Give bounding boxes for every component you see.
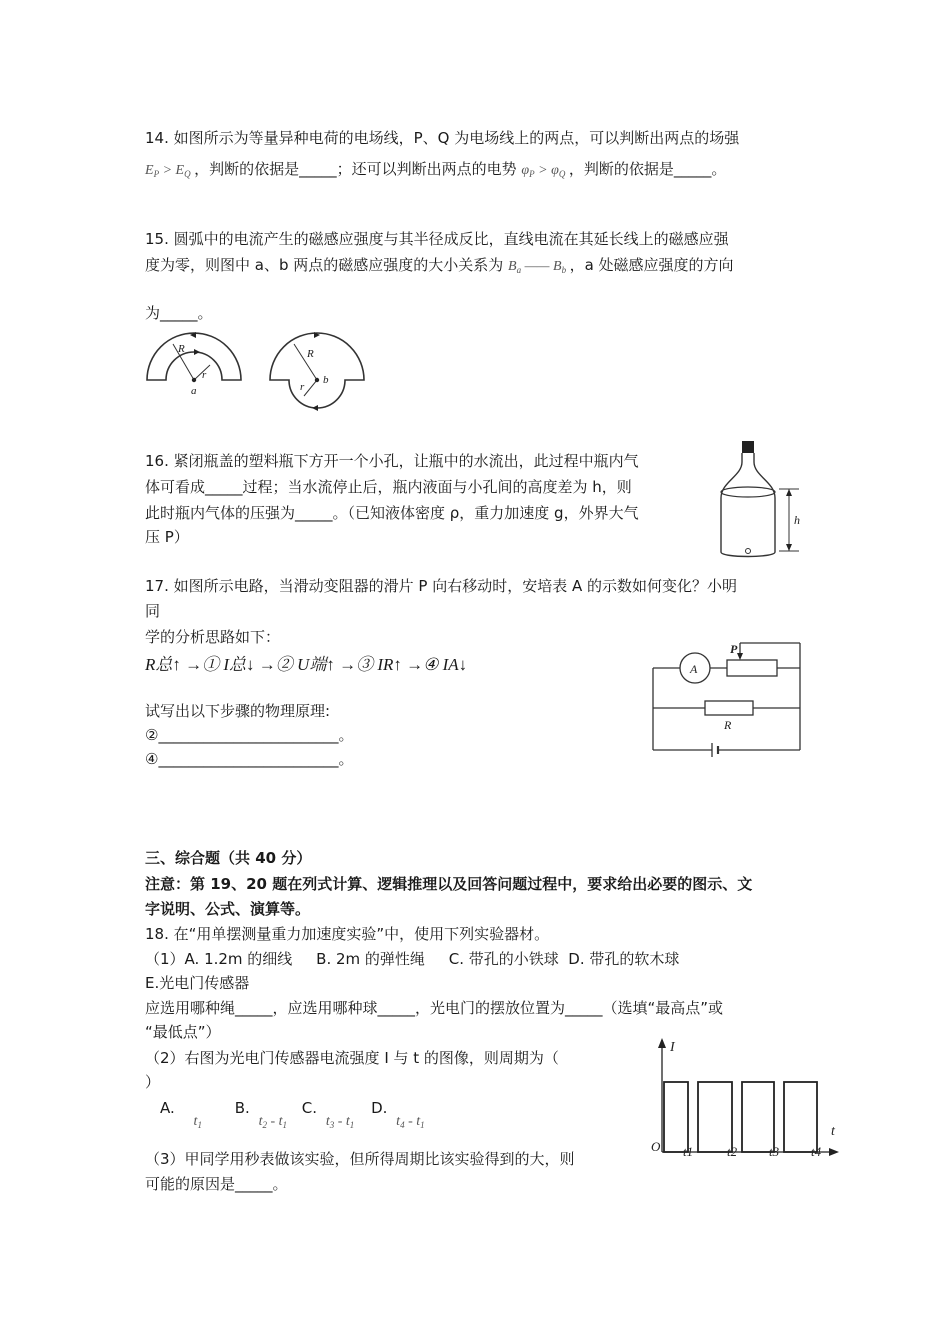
q17-line5: 试写出以下步骤的物理原理: <box>145 702 331 720</box>
q18-option-d[interactable]: D. <box>371 1099 388 1117</box>
q17-line1: 17. 如图所示电路，当滑动变阻器的滑片 P 向右移动时，安培表 A 的示数如何变化？小明 <box>145 577 738 595</box>
q18-line4: 应选用哪种绳_____，应选用哪种球_____，光电门的摆放位置为_____（选填“最高点”或 <box>145 999 724 1017</box>
q16-bottle-figure <box>715 440 815 565</box>
q17-circuit-figure <box>650 640 805 755</box>
q17-resistor-label: R <box>724 718 732 732</box>
q15-arc-figure <box>140 330 380 410</box>
q18-line1: 18. 在“用单摆测量重力加速度实验”中，使用下列实验器材。 <box>145 925 550 943</box>
q14-potential-relation: $\varphi_P > \varphi_Q$ <box>521 163 566 179</box>
q18-line3: E.光电门传感器 <box>145 974 250 992</box>
q18-axis-t: t <box>831 1124 835 1139</box>
q18-current-time-graph <box>645 1035 845 1165</box>
q18-line9: （3）甲同学用秒表做该实验，但所得周期比该实验得到的大，则 <box>145 1150 575 1168</box>
section3-title: 三、综合题（共 40 分） <box>145 849 312 867</box>
q16-line4: 压 P） <box>145 528 189 546</box>
q17-ammeter-label: A <box>690 662 698 676</box>
q15-b-relation: $B_a$ —— $B_b$ <box>508 259 567 275</box>
q15-label-R-a: R <box>178 343 185 355</box>
q14-line1: 14. 如图所示为等量异种电荷的电场线，P、Q 为电场线上的两点，可以判断出两点的场强 <box>145 129 740 147</box>
q18-options: A. $t_1$ B. $t_2 - t_1$ C. $t_3 - t_1$ D. $t_4 - t_1$ <box>160 1099 425 1130</box>
q14-line2: $E_P > E_Q$ ，判断的依据是_____；还可以判断出两点的电势 $\varphi_P > \varphi_Q$ ，判断的依据是_____。 <box>145 160 727 179</box>
q18-option-c[interactable]: C. <box>301 1099 318 1117</box>
q18-option-b[interactable]: B. <box>234 1099 250 1117</box>
q15-label-a: a <box>191 385 197 397</box>
q18-line6: （2）右图为光电门传感器电流强度 I 与 t 的图像，则周期为（ <box>145 1049 559 1067</box>
q18-axis-I: I <box>670 1040 675 1055</box>
q18-origin: O <box>651 1139 661 1154</box>
q18-option-a[interactable]: A. <box>160 1099 175 1117</box>
section3-note-1: 注意：第 19、20 题在列式计算、逻辑推理以及回答问题过程中，要求给出必要的图示、文 <box>145 875 753 893</box>
q18-tick-t3: t3 <box>769 1144 780 1159</box>
q15-label-R-b: R <box>307 348 314 360</box>
q16-line2: 体可看成_____过程；当水流停止后，瓶内液面与小孔间的高度差为 h，则 <box>145 478 632 496</box>
q15-line2: 度为零，则图中 a、b 两点的磁感应强度的大小关系为 $B_a$ —— $B_b$ ，a 处磁感应强度的方向 <box>145 256 734 275</box>
q18-line5: “最低点”） <box>145 1023 221 1041</box>
q17-chain: R总↑ →① I总↓ →② U端↑ →③ IR↑ →④ IA↓ <box>145 655 468 674</box>
q18-tick-t2: t2 <box>727 1144 738 1159</box>
q18-tick-t1: t1 <box>683 1144 694 1159</box>
q15-label-r-b: r <box>300 381 305 393</box>
q17-slider-label: P <box>730 642 738 656</box>
q18-tick-t4: t4 <box>811 1144 822 1159</box>
section3-note-2: 字说明、公式、演算等。 <box>145 900 311 918</box>
q18-line10: 可能的原因是_____。 <box>145 1175 288 1193</box>
q17-line2: 同 <box>145 602 161 620</box>
q15-line1: 15. 圆弧中的电流产生的磁感应强度与其半径成反比，直线电流在其延长线上的磁感应强 <box>145 230 729 248</box>
q15-label-r-a: r <box>202 369 207 381</box>
q15-label-b: b <box>323 374 329 386</box>
q16-line1: 16. 紧闭瓶盖的塑料瓶下方开一个小孔，让瓶中的水流出，此过程中瓶内气 <box>145 452 639 470</box>
q16-line3: 此时瓶内气体的压强为_____。（已知液体密度 ρ，重力加速度 g，外界大气 <box>145 504 639 522</box>
q18-line2: （1）A. 1.2m 的细线 B. 2m 的弹性绳 C. 带孔的小铁球 D. 带孔的软木球 <box>145 950 680 968</box>
q15-line3: 为_____。 <box>145 304 213 322</box>
q14-field-relation: $E_P > E_Q$ <box>145 163 191 179</box>
q17-line6: ②________________________。 <box>145 726 354 744</box>
q17-line3: 学的分析思路如下： <box>145 628 281 646</box>
q18-line7: ） <box>145 1073 161 1091</box>
q16-label-h: h <box>794 513 800 527</box>
q17-line7: ④________________________。 <box>145 750 354 768</box>
